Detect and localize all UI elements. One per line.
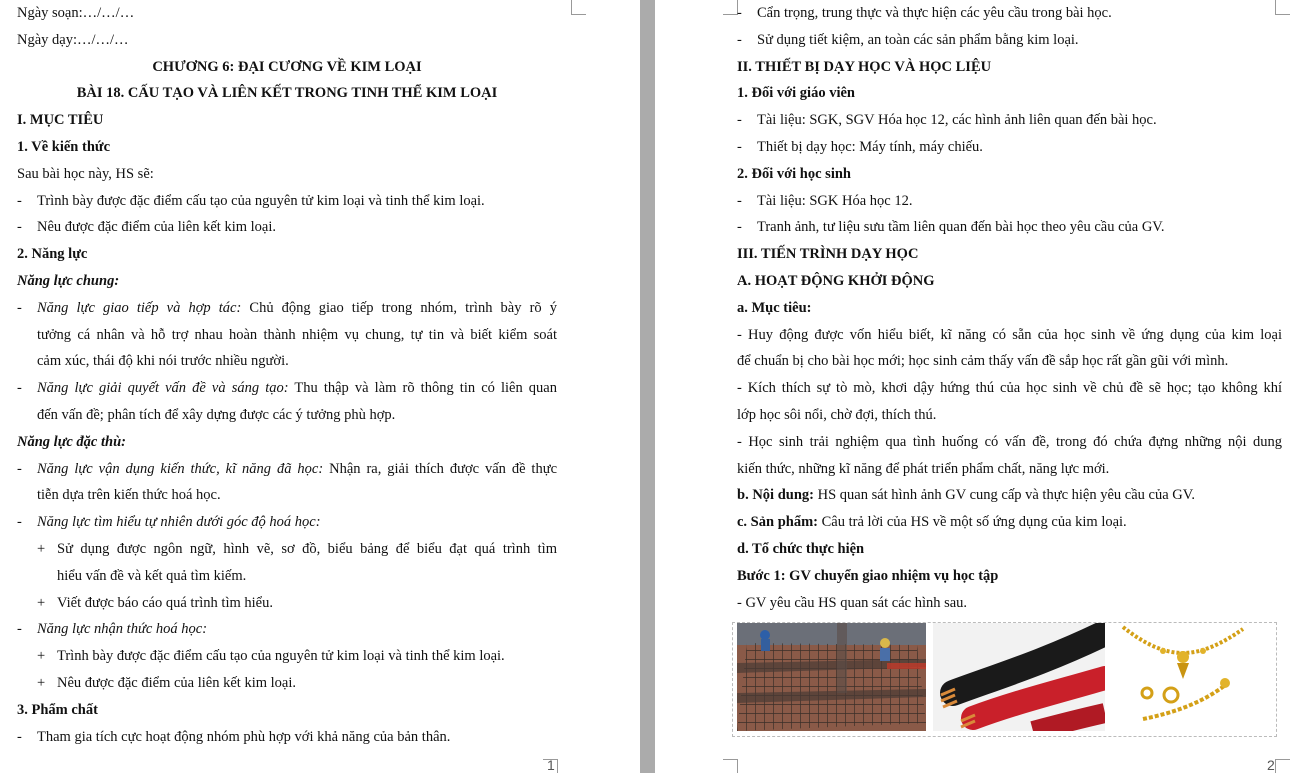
subheading-competence: 2. Năng lực <box>17 246 88 263</box>
subheading-qualities: 3. Phẩm chất <box>17 701 98 718</box>
italic-lead: Năng lực giải quyết vấn đề và sáng tạo: <box>37 380 289 397</box>
date-taught: Ngày dạy:…/…/… <box>17 31 129 48</box>
section-heading-objectives: I. MỤC TIÊU <box>17 112 104 129</box>
rebar-construction-image <box>737 623 926 731</box>
bullet-chemistry-cognition: - Năng lực nhận thức hoá học: <box>17 616 557 643</box>
label-organization: d. Tổ chức thực hiện <box>737 540 865 557</box>
label-objective: a. Mục tiêu: <box>737 299 812 316</box>
bullet-student-materials: - Tài liệu: SGK Hóa học 12. <box>737 188 1282 215</box>
bullet-text: Nhận ra, giải thích được vấn đề thực <box>329 460 558 477</box>
paragraph-text: Câu trả lời của HS về một số ứng dụng của kim loại. <box>821 514 1127 531</box>
bullet-problem-solving <box>17 375 557 402</box>
section-heading-process: III. TIẾN TRÌNH DẠY HỌC <box>737 246 919 263</box>
paragraph-objective-1: - Huy động được vốn hiểu biết, kĩ năng có sẵn của học sinh về ứng dụng của kim loại <box>737 326 1282 343</box>
paragraph-intro: Sau bài học này, HS sẽ: <box>17 165 154 182</box>
bold-lead: b. Nội dung: <box>737 487 814 504</box>
sub-bullet-report: + Viết được báo cáo quá trình tìm hiểu. <box>17 590 557 617</box>
gold-jewelry-image <box>1113 623 1273 731</box>
bullet-student-pictures: - Tranh ảnh, tư liệu sưu tầm liên quan đến bài học theo yêu cầu của GV. <box>737 214 1282 241</box>
paragraph-product <box>737 509 1282 536</box>
paragraph-instruction: - GV yêu cầu HS quan sát các hình sau. <box>737 594 968 611</box>
paragraph-content <box>737 482 1282 509</box>
chapter-title: CHƯƠNG 6: ĐẠI CƯƠNG VỀ KIM LOẠI <box>152 58 422 75</box>
document-page-1 <box>0 0 640 773</box>
bullet-text: Chủ động giao tiếp trong nhóm, trình bày rõ ý <box>249 299 557 316</box>
document-page-2 <box>655 0 1298 773</box>
section-heading-equipment: II. THIẾT BỊ DẠY HỌC VÀ HỌC LIỆU <box>737 58 992 75</box>
subheading-knowledge: 1. Về kiến thức <box>17 138 111 155</box>
subheading-specific-competence: Năng lực đặc thù: <box>17 433 126 450</box>
bullet-communication <box>17 295 557 322</box>
date-prepared: Ngày soạn:…/…/… <box>17 5 135 21</box>
paragraph-text: HS quan sát hình ảnh GV cung cấp và thực hiện yêu cầu của GV. <box>817 487 1195 504</box>
step-1-heading: Bước 1: GV chuyển giao nhiệm vụ học tập <box>737 567 999 584</box>
bullet-quality-1: - Tham gia tích cực hoạt động nhóm phù hợp với khả năng của bản thân. <box>17 724 557 751</box>
italic-lead: Năng lực giao tiếp và hợp tác: <box>37 299 242 316</box>
sub-bullet-language: + Sử dụng được ngôn ngữ, hình vẽ, sơ đồ, biểu bảng để biểu đạt quá trình tìm <box>17 536 557 563</box>
bullet-teacher-devices: - Thiết bị dạy học: Máy tính, máy chiếu. <box>737 134 1282 161</box>
page-number: 1 <box>547 757 555 773</box>
bullet-quality-2: - Cẩn trọng, trung thực và thực hiện các yêu cầu trong bài học. <box>737 0 1282 27</box>
bullet-nature-exploration: - Năng lực tìm hiểu tự nhiên dưới góc độ hoá học: <box>17 509 557 536</box>
page-corner-mark <box>723 0 738 15</box>
page-corner-mark <box>723 759 738 773</box>
page-corner-mark <box>1275 759 1290 773</box>
activity-heading-warmup: A. HOẠT ĐỘNG KHỞI ĐỘNG <box>737 272 935 289</box>
electric-cables-image <box>933 623 1105 731</box>
bullet-continuation: tiễn dựa trên kiến thức hoá học. <box>37 487 221 504</box>
subheading-general-competence: Năng lực chung: <box>17 272 120 289</box>
bullet-continuation: đến vấn đề; phân tích để xây dựng được các ý tưởng phù hợp. <box>37 406 396 423</box>
bullet-quality-3: - Sử dụng tiết kiệm, an toàn các sản phẩm bằng kim loại. <box>737 27 1282 54</box>
paragraph-objective-2: - Kích thích sự tò mò, khơi dậy hứng thú của học sinh về chủ đề sẽ học; tạo không khí <box>737 380 1282 397</box>
bullet-text: Thu thập và làm rõ thông tin có liên quan <box>294 380 557 397</box>
subheading-student: 2. Đối với học sinh <box>737 165 851 182</box>
bullet-knowledge-1: - Trình bày được đặc điểm cấu tạo của nguyên tử kim loại và tinh thể kim loại. <box>17 188 557 215</box>
sub-bullet-structure: + Trình bày được đặc điểm cấu tạo của nguyên tử kim loại và tinh thể kim loại. <box>17 643 557 670</box>
italic-lead: Năng lực vận dụng kiến thức, kĩ năng đã học: <box>37 460 324 477</box>
sub-bullet-continuation: hiểu vấn đề và kết quả tìm kiếm. <box>57 567 247 584</box>
lesson-title: BÀI 18. CẤU TẠO VÀ LIÊN KẾT TRONG TINH THỂ KIM LOẠI <box>76 85 498 102</box>
bullet-continuation: cảm xúc, thái độ khi nói trước nhiều người. <box>37 353 289 370</box>
bullet-continuation: tưởng cá nhân và hỗ trợ nhau hoàn thành nhiệm vụ chung, tự tin và biết kiểm soát <box>37 326 557 343</box>
subheading-teacher: 1. Đối với giáo viên <box>737 85 855 102</box>
page-corner-mark <box>571 0 586 15</box>
page-number: 2 <box>1267 757 1275 773</box>
paragraph-objective-2-cont: lớp học sôi nổi, chờ đợi, thích thú. <box>737 406 937 423</box>
sub-bullet-bond: + Nêu được đặc điểm của liên kết kim loại. <box>17 670 557 697</box>
bullet-teacher-materials: - Tài liệu: SGK, SGV Hóa học 12, các hình ảnh liên quan đến bài học. <box>737 107 1282 134</box>
paragraph-objective-3-cont: kiến thức, những kĩ năng để phát triển phẩm chất, năng lực mới. <box>737 460 1110 477</box>
paragraph-objective-3: - Học sinh trải nghiệm qua tình huống có vấn đề, trong đó chứa đựng những nội dung <box>737 433 1282 450</box>
image-row <box>732 622 1277 737</box>
bullet-application <box>17 456 557 483</box>
paragraph-objective-1-cont: để chuẩn bị cho bài học mới; học sinh cảm thấy vấn đề sắp học rất gần gũi với mình. <box>737 353 1229 370</box>
page-1-content <box>17 0 557 750</box>
page-2-content <box>737 0 1282 616</box>
bullet-knowledge-2: - Nêu được đặc điểm của liên kết kim loại. <box>17 214 557 241</box>
bold-lead: c. Sản phẩm: <box>737 514 818 531</box>
